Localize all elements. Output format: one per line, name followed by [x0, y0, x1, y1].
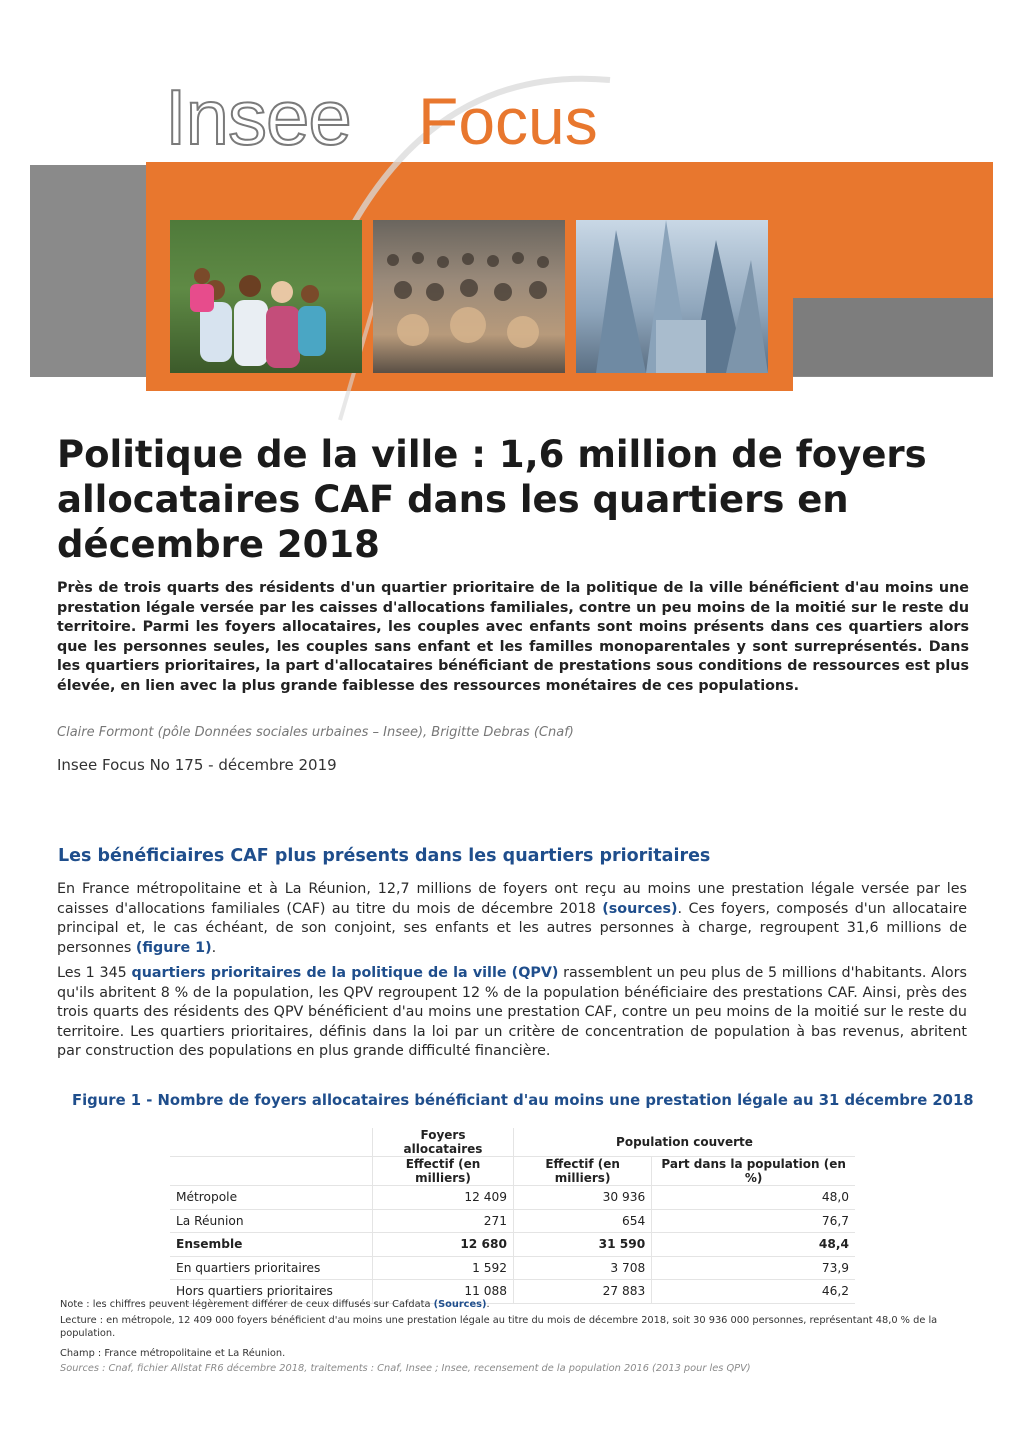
table-row-total [170, 1233, 855, 1257]
row-label: La Réunion [170, 1209, 373, 1233]
header-grey-band-right [793, 298, 993, 376]
cell-value: 1 592 [373, 1256, 514, 1280]
sources-note: Sources : Cnaf, fichier Allstat FR6 décembre 2018, traitements : Cnaf, Insee ; Insee, recensement de la population 2016 (2013 pour les QPV) [60, 1363, 751, 1374]
header-foyers-allocataires: Foyers allocataires [373, 1128, 514, 1157]
cell-value: 31 590 [513, 1233, 651, 1257]
cell-value: 46,2 [652, 1280, 855, 1304]
body-paragraph-1 [57, 880, 967, 958]
note-text-end: . [486, 1299, 490, 1310]
table-row [170, 1209, 855, 1233]
header-effectif-2: Effectif (en milliers) [513, 1157, 651, 1186]
header-population-couverte: Population couverte [513, 1128, 855, 1157]
family-photo [170, 220, 362, 373]
authors: Claire Formont (pôle Données sociales urbaines – Insee), Brigitte Debras (Cnaf) [57, 725, 574, 740]
crowd-photo [373, 220, 565, 373]
figure-table [170, 1128, 855, 1304]
cell-value: 48,4 [652, 1233, 855, 1257]
lead-paragraph: Près de trois quarts des résidents d'un quartier prioritaire de la politique de la ville bénéficient d'au moins une prestation légale versée par les caisses d'allocations familiales, contre un peu moins de la moitié sur le reste du territoire. Parmi les foyers allocataires, les couples avec enfants sont moins présents dans ces quartiers alors que les personnes seules, les couples sans enfant et les familles monoparentales y sont surreprésentés. Dans les quartiers prioritaires, la part d'allocataires bénéficiant de prestations sous conditions de ressources est plus élevée, en lien avec la plus grande faiblesse des ressources monétaires de ces populations. [57, 580, 969, 694]
section-title: Les bénéficiaires CAF plus présents dans les quartiers prioritaires [58, 846, 711, 866]
qpv-link[interactable]: quartiers prioritaires de la politique de la ville (QPV) [131, 965, 559, 981]
cell-value: 12 680 [373, 1233, 514, 1257]
cell-value: 11 088 [373, 1280, 514, 1304]
para1-text-a: En France métropolitaine et à La Réunion, 12,7 millions de foyers ont reçu au moins une prestation légale versée par les caisses d'allocations familiales (CAF) au titre du mois de décembre 2018 [57, 881, 967, 917]
table-header-row-2 [170, 1157, 855, 1186]
row-label: En quartiers prioritaires [170, 1256, 373, 1280]
note [60, 1299, 940, 1312]
cell-value: 73,9 [652, 1256, 855, 1280]
lecture-note: Lecture : en métropole, 12 409 000 foyers bénéficient d'au moins une prestation légale au titre du mois de décembre 2018, soit 30 936 000 personnes, représentant 48,0 % de la population. [60, 1315, 938, 1339]
cell-value: 271 [373, 1209, 514, 1233]
page-title: Politique de la ville : 1,6 million de foyers allocataires CAF dans les quartiers en décembre 2018 [57, 433, 927, 566]
table-row [170, 1256, 855, 1280]
skyscrapers-photo [576, 220, 768, 373]
note-text: Note : les chiffres peuvent légèrement différer de ceux diffusés sur Cafdata [60, 1299, 434, 1310]
logo-focus: Focus [418, 84, 598, 158]
para2-text-b: rassemblent un peu plus de 5 millions d'habitants. Alors qu'ils abritent 8 % de la population, les QPV regroupent 12 % de la population bénéficiaire des prestations CAF. Ainsi, près des trois quarts des résidents des QPV bénéficient d'au moins une prestation CAF, contre un peu moins de la moitié sur le reste du territoire. Les quartiers prioritaires, définis dans la loi par un critère de concentration de population à bas revenus, abritent par construction des populations en plus grande difficulté financière. [57, 965, 967, 1059]
body-paragraph-2 [57, 964, 967, 1062]
para2-text-a: Les 1 345 [57, 965, 132, 981]
cell-value: 27 883 [513, 1280, 651, 1304]
table-header-row-1 [170, 1128, 855, 1157]
issue-number: Insee Focus No 175 - décembre 2019 [57, 756, 337, 774]
cell-value: 48,0 [652, 1186, 855, 1210]
cell-value: 12 409 [373, 1186, 514, 1210]
champ-note: Champ : France métropolitaine et La Réunion. [60, 1348, 286, 1359]
cell-value: 3 708 [513, 1256, 651, 1280]
cell-value: 76,7 [652, 1209, 855, 1233]
figure-1-link[interactable]: (figure 1) [135, 939, 212, 956]
figure-title: Figure 1 - Nombre de foyers allocataires bénéficiant d'au moins une prestation légale au 31 décembre 2018 [72, 1092, 974, 1109]
header-part-population: Part dans la population (en %) [652, 1157, 855, 1186]
para1-text-b: . Ces foyers, composés d'un allocataire principal et, le cas échéant, de son conjoint, ses enfants et les autres personnes à charge, regroupent 31,6 millions de personnes [57, 900, 968, 956]
para1-text-c: . [211, 939, 217, 956]
row-label: Hors quartiers prioritaires [170, 1280, 373, 1304]
sources-link[interactable]: (sources) [602, 900, 678, 917]
row-label: Ensemble [170, 1233, 373, 1257]
note-sources-link[interactable]: (Sources) [433, 1299, 487, 1310]
cell-value: 654 [513, 1209, 651, 1233]
table-row [170, 1186, 855, 1210]
logo-insee: Insee [165, 73, 351, 161]
row-label: Métropole [170, 1186, 373, 1210]
header-effectif-1: Effectif (en milliers) [373, 1157, 514, 1186]
cell-value: 30 936 [513, 1186, 651, 1210]
